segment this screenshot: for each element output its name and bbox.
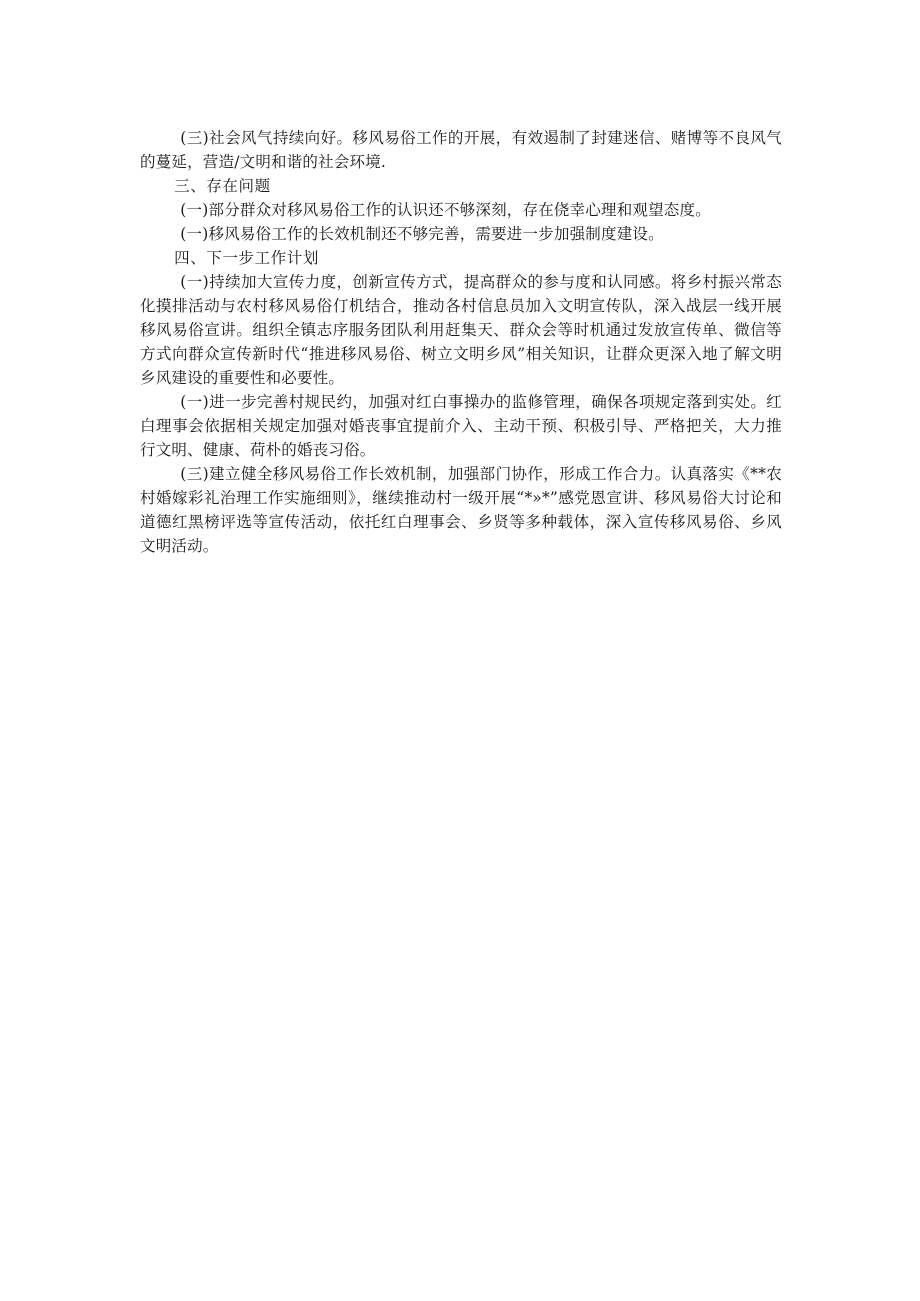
document-body [140,126,782,558]
section-heading-problems: 三、存在问题 [174,177,271,195]
paragraph-problem-mechanism: (一)移风易俗工作的长效机制还不够完善，需要进一步加强制度建设。 [180,225,664,243]
paragraph-plan-village-rules: (一)进一步完善村规民约，加强对红白事操办的监修管理，确保各项规定落到实处。红白理事会依据相关规定加强对婚丧事宜提前介入、主动干预、积极引导、严格把关，大力推行文明、健康、荷朴的婚丧习俗。 [140,393,782,459]
paragraph-plan-long-term-mechanism: (三)建立健全移风易俗工作长效机制，加强部门协作，形成工作合力。认真落实《**农村婚嫁彩礼治理工作实施细则》，继续推动村一级开展“*»*”感党恩宣讲、移风易俗大讨论和道德红黑榜评选等宣传活动，依托红白理事会、乡贤等多种载体，深入宣传移风易俗、乡风文明活动。 [140,465,782,555]
paragraph-social-atmosphere: (三)社会风气持续向好。移风易俗工作的开展，有效遏制了封建迷信、赌博等不良风气的蔓延，营造/文明和谐的社会环境. [140,129,782,171]
paragraph-plan-publicity: (一)持续加大宣传力度，创新宣传方式，提高群众的参与度和认同感。将乡村振兴常态化摸排活动与农村移风易俗仃机结合，推动各村信息员加入文明宣传队，深入战层一线开展移风易俗宣讲。组织全镇志序服务团队利用赶集天、群众会等时机通过发放宣传单、微信等方式向群众宣传新时代“推进移风易俗、树立文明乡风”相关知识，让群众更深入地了解文明乡风建设的重要性和必要性。 [140,273,782,387]
paragraph-problem-awareness: (一)部分群众对移风易俗工作的认识还不够深刻，存在侥幸心理和观望态度。 [180,201,711,219]
section-heading-next-steps: 四、下一步工作计划 [174,249,319,267]
